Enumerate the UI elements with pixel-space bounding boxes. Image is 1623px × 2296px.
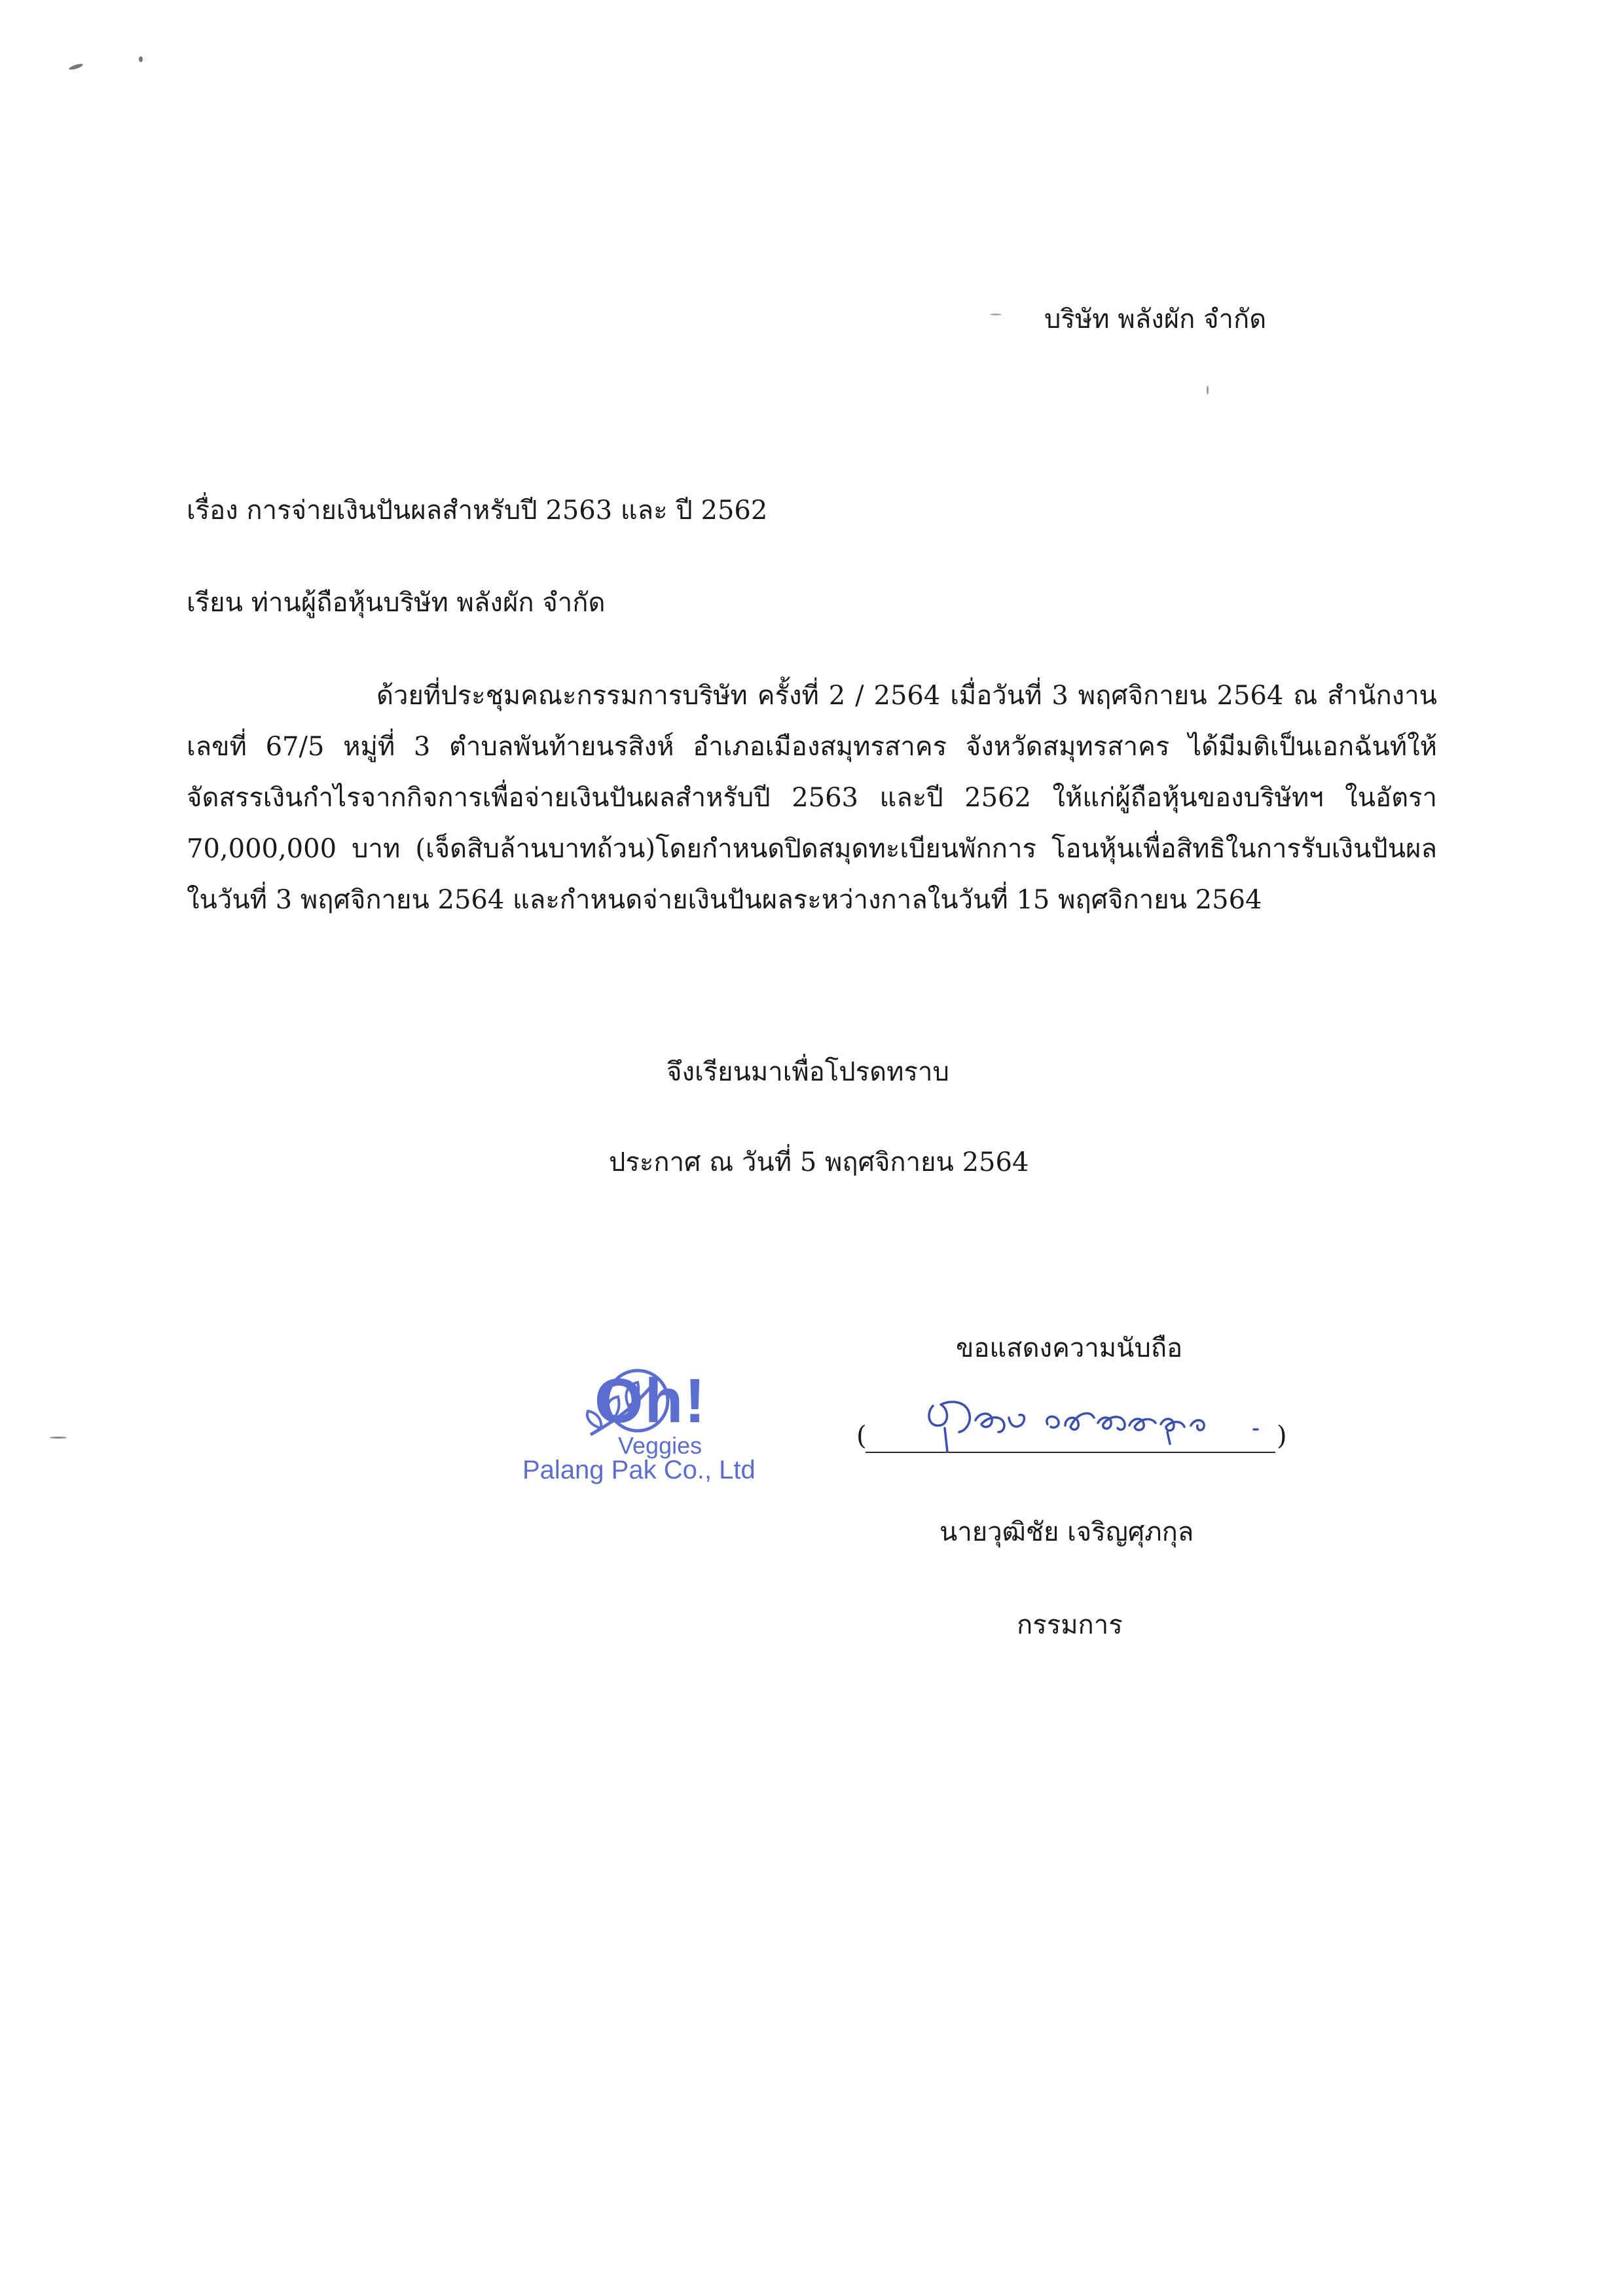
body-line: ด้วยที่ประชุมคณะกรรมการบริษัท ครั้งที่ 2 / 2564 เมื่อวันที่ 3 พฤศจิกายน 2564 ณ สำนักงาน (376, 681, 1437, 711)
letter-salutation: เรียน ท่านผู้ถือหุ้นบริษัท พลังผัก จำกัด (187, 588, 606, 618)
company-name: บริษัท พลังผัก จำกัด (1044, 304, 1267, 334)
letter-subject: เรื่อง การจ่ายเงินปันผลสำหรับปี 2563 และ ปี 2562 (187, 495, 768, 526)
scan-speck (50, 1437, 67, 1439)
announcement-date: ประกาศ ณ วันที่ 5 พฤศจิกายน 2564 (609, 1147, 1029, 1177)
stamp-company: Palang Pak Co., Ltd (522, 1456, 756, 1484)
scan-speck (1207, 386, 1209, 395)
signature-paren-close: ) (1277, 1421, 1287, 1451)
body-line: ในวันที่ 3 พฤศจิกายน 2564 และกำหนดจ่ายเงินปันผลระหว่างกาลในวันที่ 15 พฤศจิกายน 2564 (187, 885, 1262, 915)
body-line: 70,000,000 บาท (เจ็ดสิบล้านบาทถ้วน)โดยกำหนดปิดสมุดทะเบียนพักการ โอนหุ้นเพื่อสิทธิในการรับเงินปันผล (187, 834, 1437, 864)
letter-closing: จึงเรียนมาเพื่อโปรดทราบ (666, 1057, 949, 1087)
scan-speck (990, 314, 1002, 315)
letter-body (187, 670, 1437, 925)
stamp-product: Veggies (618, 1432, 702, 1459)
scan-speck (69, 63, 84, 71)
signer-title: กรรมการ (1017, 1610, 1123, 1640)
signature-paren-open: ( (856, 1421, 867, 1451)
body-line: เลขที่ 67/5 หมู่ที่ 3 ตำบลพันท้ายนรสิงห์ อำเภอเมืองสมุทรสาคร จังหวัดสมุทรสาคร ได้มีมติเป็นเอกฉันท์ให้ (187, 732, 1437, 762)
regards-line: ขอแสดงความนับถือ (956, 1333, 1183, 1363)
body-line: จัดสรรเงินกำไรจากกิจการเพื่อจ่ายเงินปันผลสำหรับปี 2563 และปี 2562 ให้แก่ผู้ถือหุ้นของบริษัทฯ ในอัตรา (187, 783, 1437, 813)
signer-name: นายวุฒิชัย เจริญศุภกุล (939, 1517, 1194, 1547)
company-stamp (515, 1361, 796, 1512)
scan-speck (139, 56, 143, 62)
stamp-brand: Oh! (594, 1366, 707, 1436)
handwritten-signature (913, 1386, 1280, 1458)
